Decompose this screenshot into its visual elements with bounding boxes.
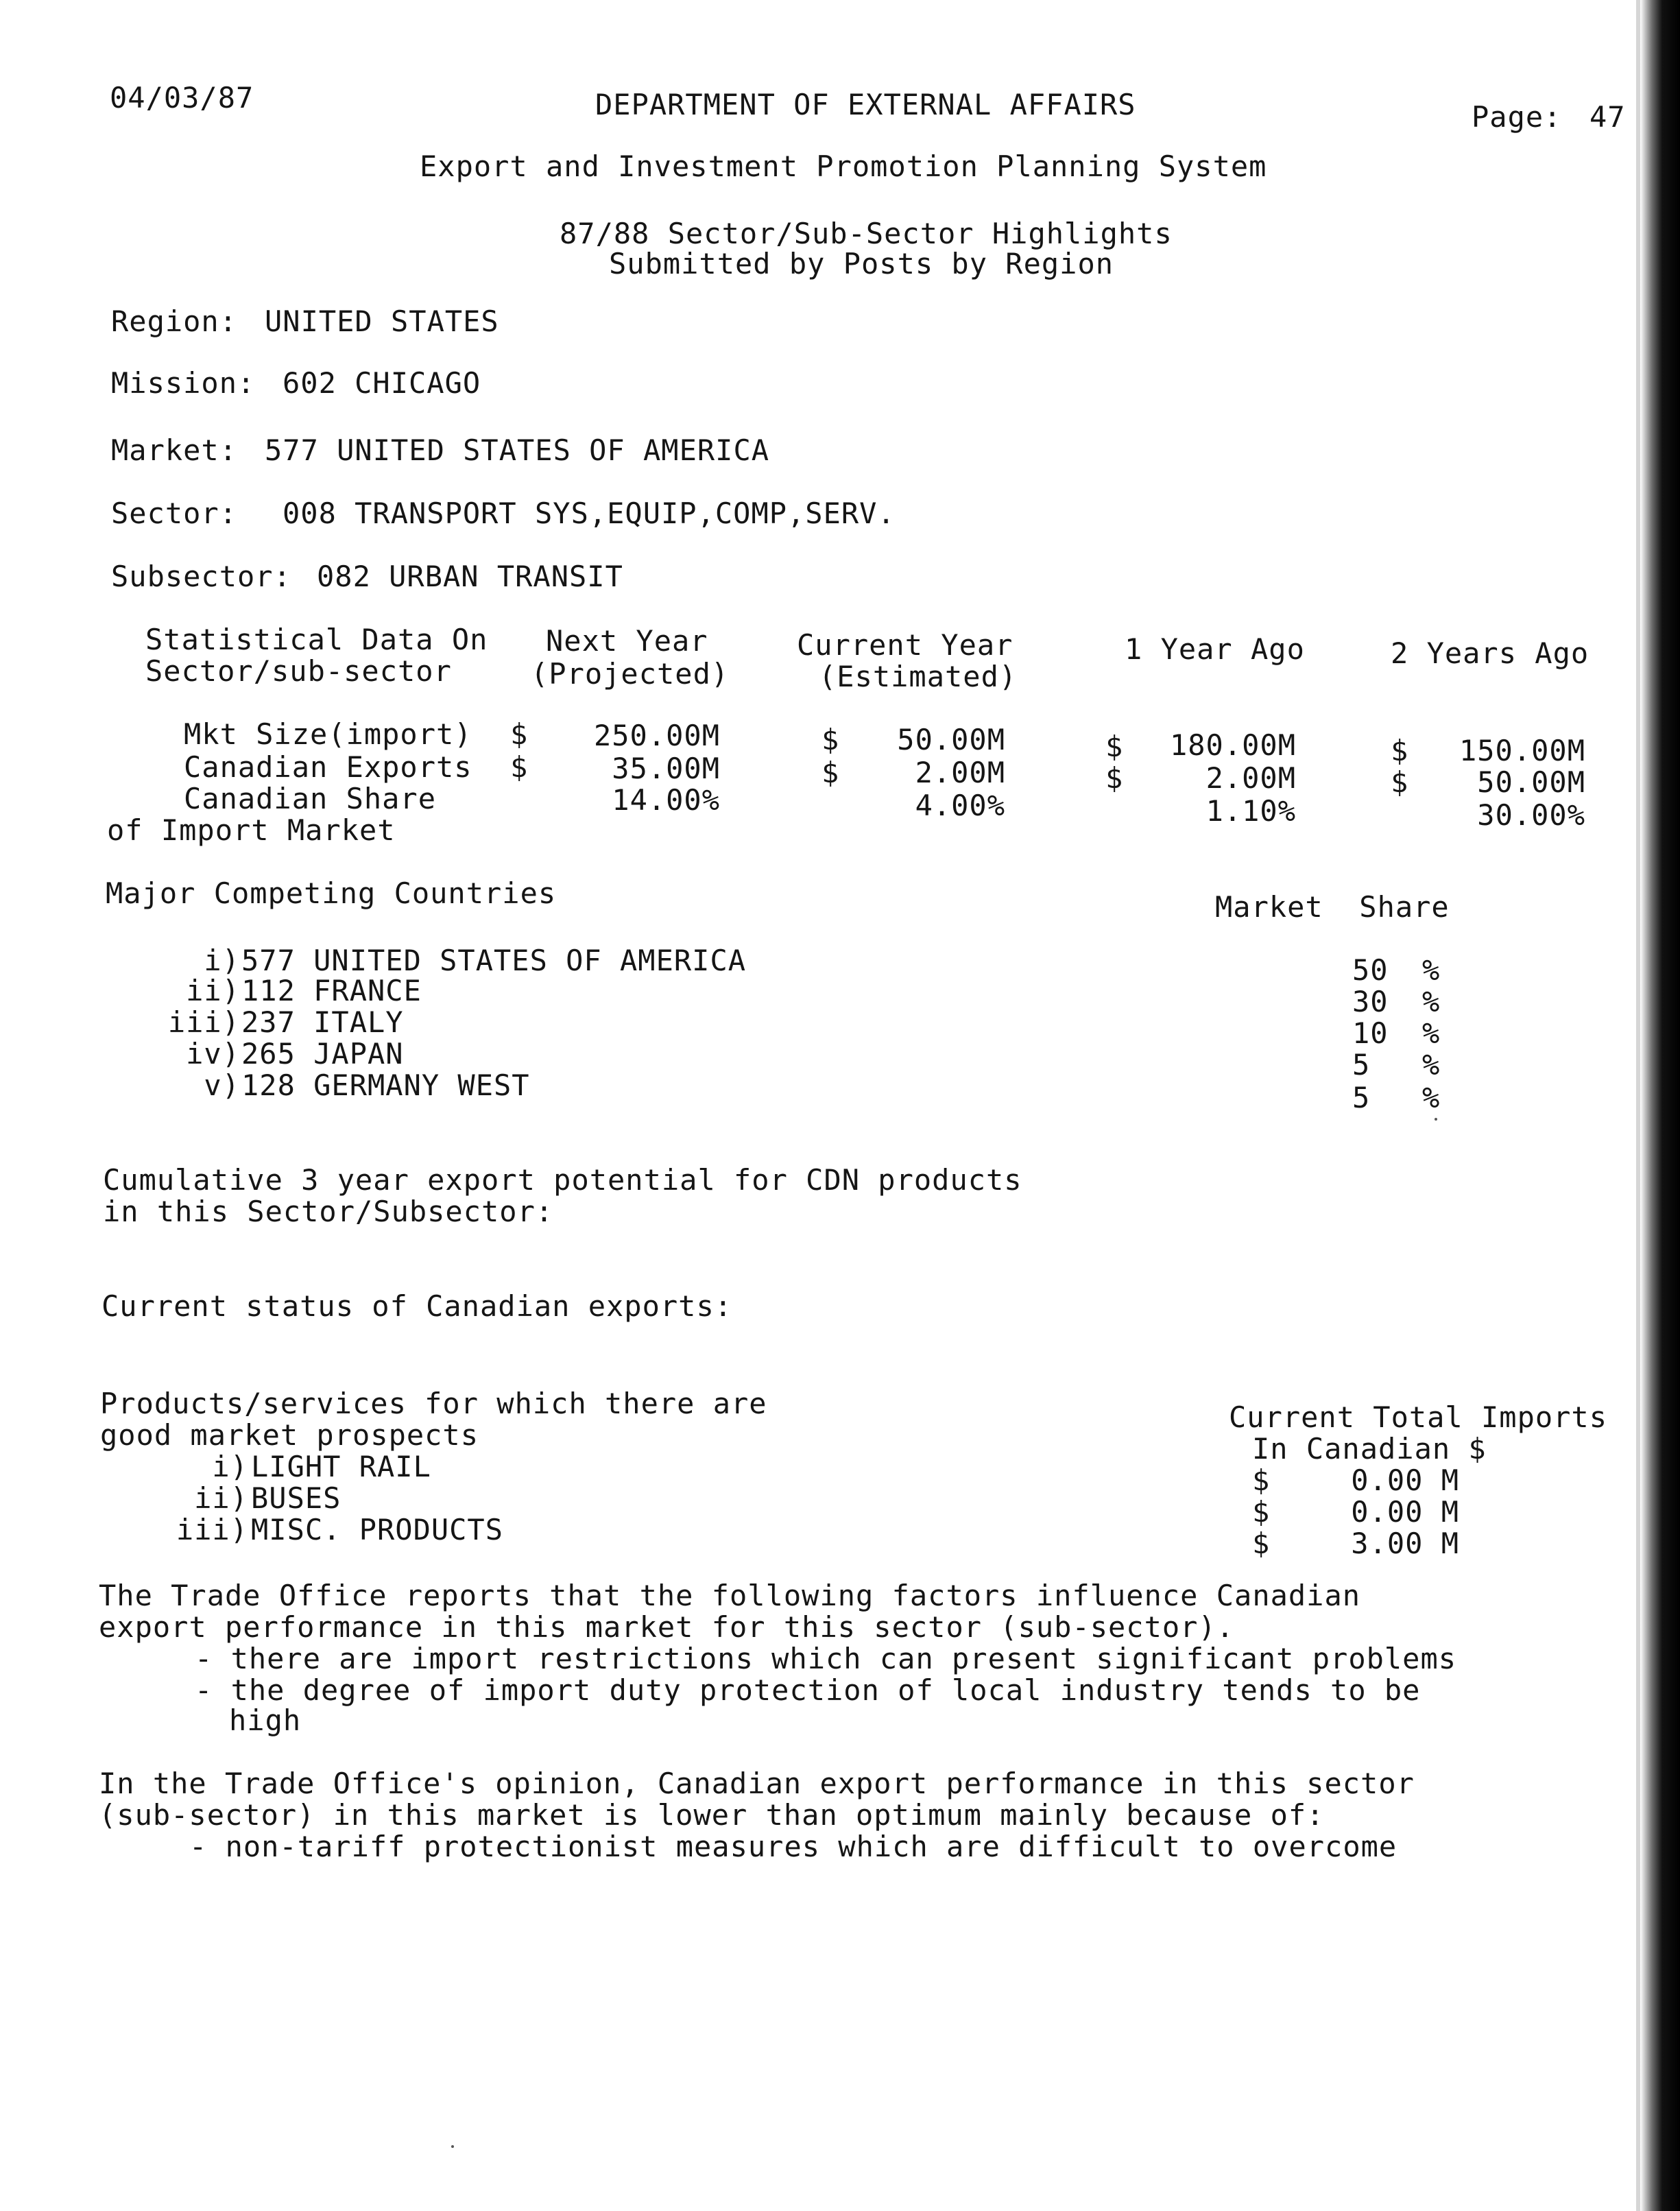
row-label-mkt-size: Mkt Size(import)	[184, 717, 472, 751]
value-share-current: 4.00%	[915, 789, 1005, 822]
competitor-country: 128 GERMANY WEST	[241, 1068, 530, 1102]
col-current-year-sub: (Estimated)	[819, 660, 1018, 693]
products-heading-line2: good market prospects	[100, 1418, 479, 1452]
market-value: 577 UNITED STATES OF AMERICA	[265, 433, 770, 467]
currency-sign: $	[1252, 1495, 1271, 1529]
opinion-bullet1: - non-tariff protectionist measures which are difficult to overcome	[189, 1830, 1397, 1863]
scan-speck	[1435, 1118, 1437, 1121]
products-heading-line1: Products/services for which there are	[100, 1387, 767, 1420]
product-name: MISC. PRODUCTS	[251, 1513, 504, 1546]
imports-heading-line2: In Canadian $	[1252, 1432, 1487, 1466]
percent-sign: %	[1422, 1048, 1441, 1081]
product-import-amount: 0.00 M	[1351, 1463, 1459, 1497]
competitor-country: 237 ITALY	[241, 1005, 404, 1039]
factors-line2: export performance in this market for this sector (sub-sector).	[99, 1610, 1235, 1644]
competitor-share: 50	[1352, 953, 1389, 987]
currency-sign: $	[821, 756, 840, 789]
competitor-num: i)	[204, 944, 240, 977]
currency-sign: $	[1105, 761, 1124, 795]
scan-edge-shadow	[1640, 0, 1680, 2211]
competitor-share: 5	[1352, 1048, 1371, 1081]
value-exports-2y: 50.00M	[1477, 765, 1585, 799]
value-exports-next: 35.00M	[612, 752, 720, 785]
value-share-1y: 1.10%	[1205, 794, 1296, 828]
imports-heading-line1: Current Total Imports	[1229, 1400, 1608, 1434]
col-current-year: Current Year	[797, 628, 1013, 662]
currency-sign: $	[821, 723, 840, 756]
region-label: Region:	[111, 304, 238, 338]
currency-sign: $	[1252, 1527, 1271, 1560]
currency-sign: $	[1391, 765, 1409, 799]
percent-sign: %	[1422, 1081, 1441, 1114]
value-share-next: 14.00%	[612, 783, 720, 817]
factors-bullet2: - the degree of import duty protection of local industry tends to be	[195, 1673, 1421, 1707]
subsector-value: 082 URBAN TRANSIT	[317, 560, 623, 593]
row-label-cdn-share-2: of Import Market	[107, 813, 396, 847]
percent-sign: %	[1422, 1016, 1441, 1050]
competitor-share: 10	[1352, 1016, 1389, 1050]
competitor-num: iv)	[186, 1037, 240, 1071]
value-exports-1y: 2.00M	[1205, 761, 1296, 795]
col-1-year-ago: 1 Year Ago	[1125, 632, 1305, 666]
competitor-country: 112 FRANCE	[241, 974, 422, 1007]
percent-sign: %	[1422, 985, 1441, 1018]
report-title: 87/88 Sector/Sub-Sector Highlights	[560, 217, 1173, 250]
subsector-label: Subsector:	[111, 560, 291, 593]
percent-sign: %	[1422, 953, 1441, 987]
opinion-line1: In the Trade Office's opinion, Canadian export performance in this sector	[99, 1767, 1415, 1800]
product-import-amount: 0.00 M	[1351, 1495, 1459, 1529]
sector-value: 008 TRANSPORT SYS,EQUIP,COMP,SERV.	[283, 497, 896, 530]
competitor-country: 577 UNITED STATES OF AMERICA	[241, 944, 747, 977]
page-label: Page:	[1472, 100, 1562, 134]
competitor-num: ii)	[186, 974, 240, 1007]
col-next-year: Next Year	[546, 624, 708, 658]
competitors-heading: Major Competing Countries	[106, 876, 557, 910]
col-next-year-sub: (Projected)	[531, 657, 730, 691]
report-subtitle: Submitted by Posts by Region	[609, 247, 1114, 280]
mission-value: 602 CHICAGO	[283, 366, 481, 400]
stats-heading-line2: Sector/sub-sector	[145, 654, 452, 688]
value-share-2y: 30.00%	[1477, 798, 1585, 832]
product-num: ii)	[194, 1481, 248, 1515]
competitor-country: 265 JAPAN	[241, 1037, 404, 1071]
factors-line1: The Trade Office reports that the following factors influence Canadian	[99, 1579, 1361, 1612]
system-name: Export and Investment Promotion Planning System	[420, 150, 1267, 183]
value-mkt-2y: 150.00M	[1459, 734, 1585, 767]
market-share-heading: Market Share	[1215, 890, 1450, 924]
competitor-share: 5	[1352, 1081, 1371, 1114]
potential-line2: in this Sector/Subsector:	[103, 1195, 554, 1228]
competitor-num: iii)	[167, 1005, 240, 1039]
opinion-line2: (sub-sector) in this market is lower than optimum mainly because of:	[99, 1798, 1325, 1832]
report-date: 04/03/87	[110, 81, 254, 115]
factors-bullet1: - there are import restrictions which can present significant problems	[195, 1642, 1457, 1675]
stats-heading-line1: Statistical Data On	[145, 623, 488, 656]
scan-speck	[451, 2145, 454, 2148]
product-num: iii)	[176, 1513, 248, 1546]
potential-line1: Cumulative 3 year export potential for CDN products	[103, 1163, 1022, 1197]
value-mkt-current: 50.00M	[897, 723, 1005, 756]
value-mkt-1y: 180.00M	[1169, 728, 1296, 762]
competitor-num: v)	[204, 1068, 240, 1102]
currency-sign: $	[1105, 730, 1124, 763]
product-name: BUSES	[251, 1481, 341, 1515]
region-value: UNITED STATES	[265, 304, 499, 338]
page-number: 47	[1589, 100, 1626, 134]
col-2-years-ago: 2 Years Ago	[1391, 636, 1589, 670]
currency-sign: $	[510, 717, 529, 751]
status-line: Current status of Canadian exports:	[101, 1289, 733, 1323]
row-label-cdn-exports: Canadian Exports	[184, 750, 472, 784]
row-label-cdn-share: Canadian Share	[184, 782, 437, 815]
product-name: LIGHT RAIL	[251, 1450, 431, 1483]
value-exports-current: 2.00M	[915, 756, 1005, 789]
factors-bullet2-cont: high	[229, 1704, 302, 1737]
value-mkt-next: 250.00M	[593, 719, 720, 752]
sector-label: Sector:	[111, 497, 238, 530]
department-name: DEPARTMENT OF EXTERNAL AFFAIRS	[595, 88, 1136, 121]
currency-sign: $	[1252, 1463, 1271, 1497]
mission-label: Mission:	[111, 366, 256, 400]
market-label: Market:	[111, 433, 238, 467]
currency-sign: $	[510, 750, 529, 784]
competitor-share: 30	[1352, 985, 1389, 1018]
currency-sign: $	[1391, 734, 1409, 767]
product-import-amount: 3.00 M	[1351, 1527, 1459, 1560]
product-num: i)	[212, 1450, 248, 1483]
